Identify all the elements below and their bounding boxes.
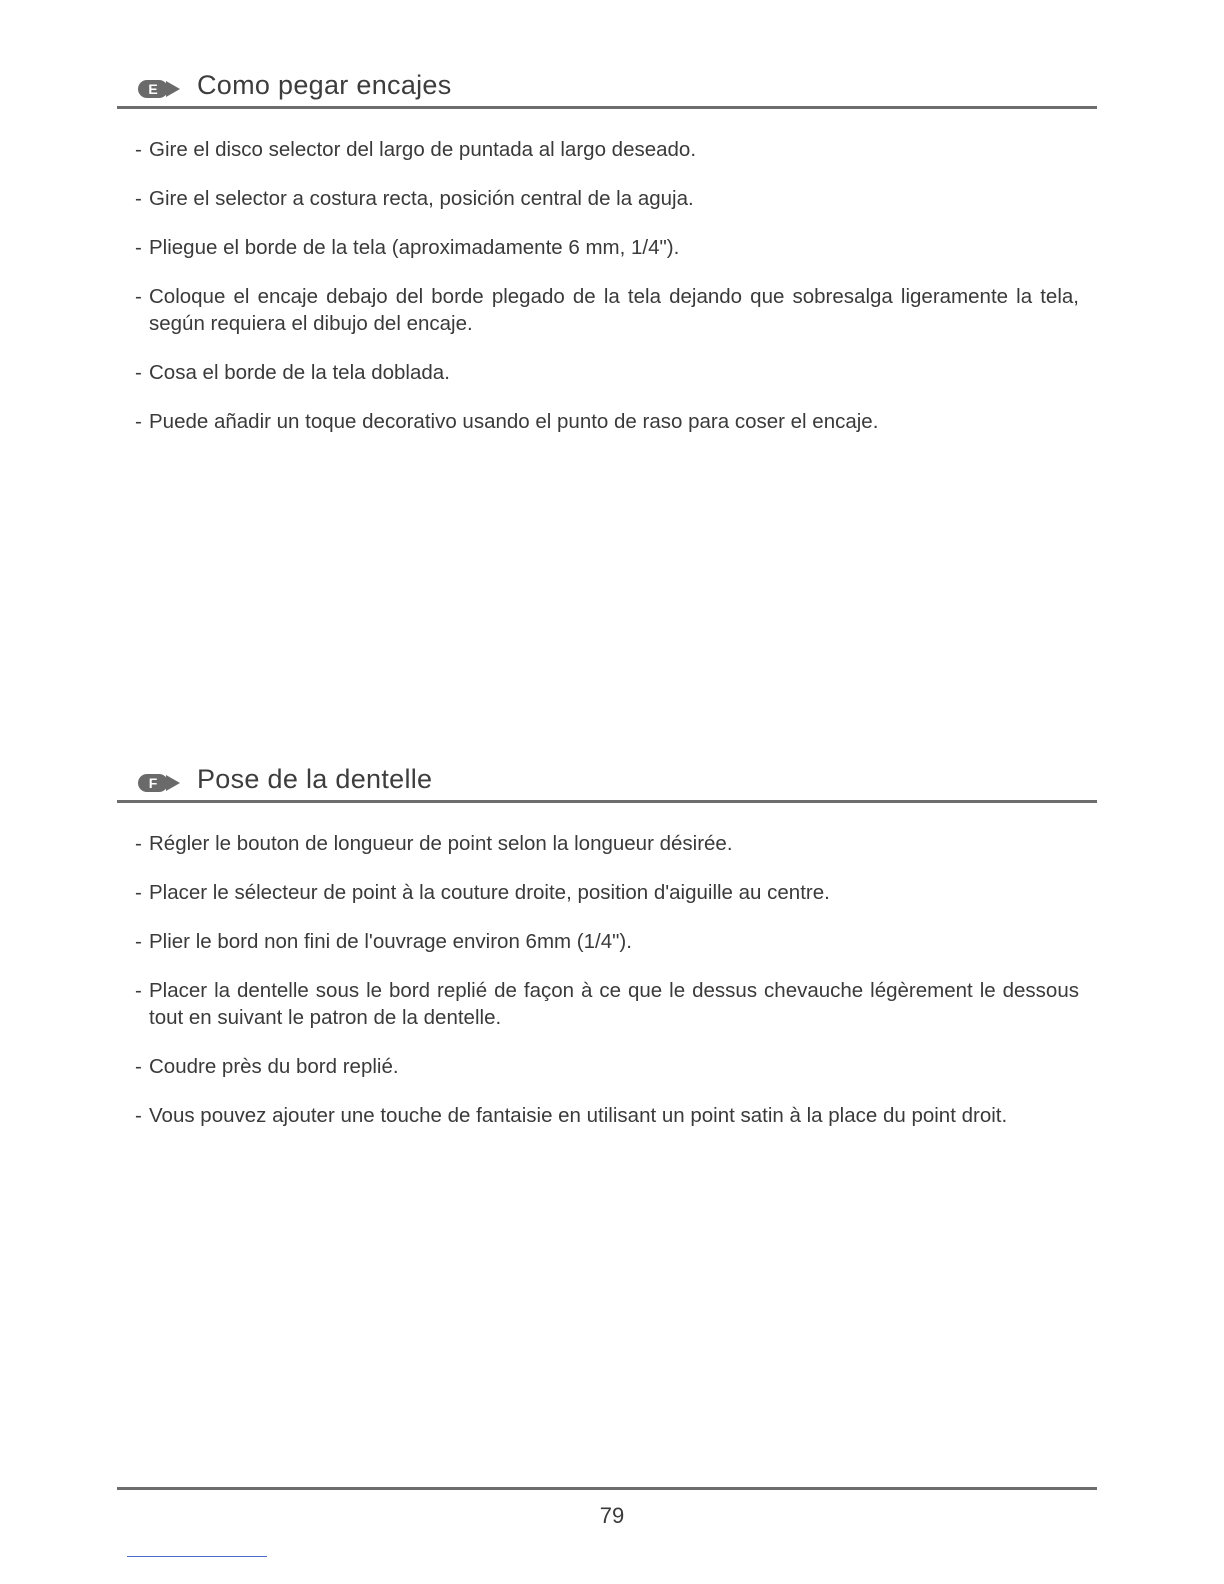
list-item (117, 234, 1097, 261)
list-item (117, 830, 1097, 857)
item-dash: - (135, 410, 142, 433)
section-french (117, 760, 1097, 1151)
item-text: Placer le sélecteur de point à la couture droite, position d'aiguille au centre. (149, 881, 830, 904)
section-heading (117, 760, 1097, 803)
list-item (117, 977, 1097, 1031)
item-text: Gire el disco selector del largo de puntada al largo deseado. (149, 138, 697, 161)
item-dash: - (135, 1055, 142, 1078)
item-text: Coloque el encaje debajo del borde plegado de la tela dejando que sobresalga ligeramente la tela, según requiera el dibujo del encaje. (149, 285, 1079, 335)
instruction-list (117, 830, 1097, 1129)
list-item (117, 136, 1097, 163)
language-badge-e-icon (137, 78, 181, 100)
footer-divider (117, 1487, 1097, 1490)
section-title: Pose de la dentelle (197, 764, 433, 794)
item-dash: - (135, 361, 142, 384)
item-text: Placer la dentelle sous le bord replié de façon à ce que le dessus chevauche légèrement le dessous tout en suivant le patron de la dentelle. (149, 979, 1079, 1029)
item-dash: - (135, 881, 142, 904)
corner-underline (127, 1556, 267, 1557)
list-item (117, 879, 1097, 906)
section-title: Como pegar encajes (197, 70, 452, 100)
language-badge-f-icon (137, 772, 181, 794)
badge-letter: F (148, 775, 158, 791)
item-text: Vous pouvez ajouter une touche de fantaisie en utilisant un point satin à la place du point droit. (149, 1104, 1008, 1127)
item-text: Pliegue el borde de la tela (aproximadamente 6 mm, 1/4"). (149, 236, 680, 259)
page-number: 79 (599, 1503, 625, 1528)
item-text: Puede añadir un toque decorativo usando el punto de raso para coser el encaje. (149, 410, 879, 433)
item-dash: - (135, 1104, 142, 1127)
list-item (117, 283, 1097, 337)
list-item (117, 1102, 1097, 1129)
list-item (117, 1053, 1097, 1080)
list-item (117, 408, 1097, 435)
instruction-list (117, 136, 1097, 435)
item-text: Régler le bouton de longueur de point selon la longueur désirée. (149, 832, 733, 855)
item-text: Coudre près du bord replié. (149, 1055, 399, 1078)
list-item (117, 185, 1097, 212)
list-item (117, 928, 1097, 955)
item-text: Cosa el borde de la tela doblada. (149, 361, 450, 384)
item-text: Plier le bord non fini de l'ouvrage environ 6mm (1/4"). (149, 930, 632, 953)
item-dash: - (135, 930, 142, 953)
section-heading (117, 66, 1097, 109)
list-item (117, 359, 1097, 386)
section-spanish (117, 66, 1097, 457)
badge-letter: E (148, 81, 158, 97)
item-dash: - (135, 979, 142, 1002)
item-dash: - (135, 832, 142, 855)
item-dash: - (135, 138, 142, 161)
item-dash: - (135, 236, 142, 259)
item-text: Gire el selector a costura recta, posición central de la aguja. (149, 187, 694, 210)
item-dash: - (135, 285, 142, 308)
item-dash: - (135, 187, 142, 210)
